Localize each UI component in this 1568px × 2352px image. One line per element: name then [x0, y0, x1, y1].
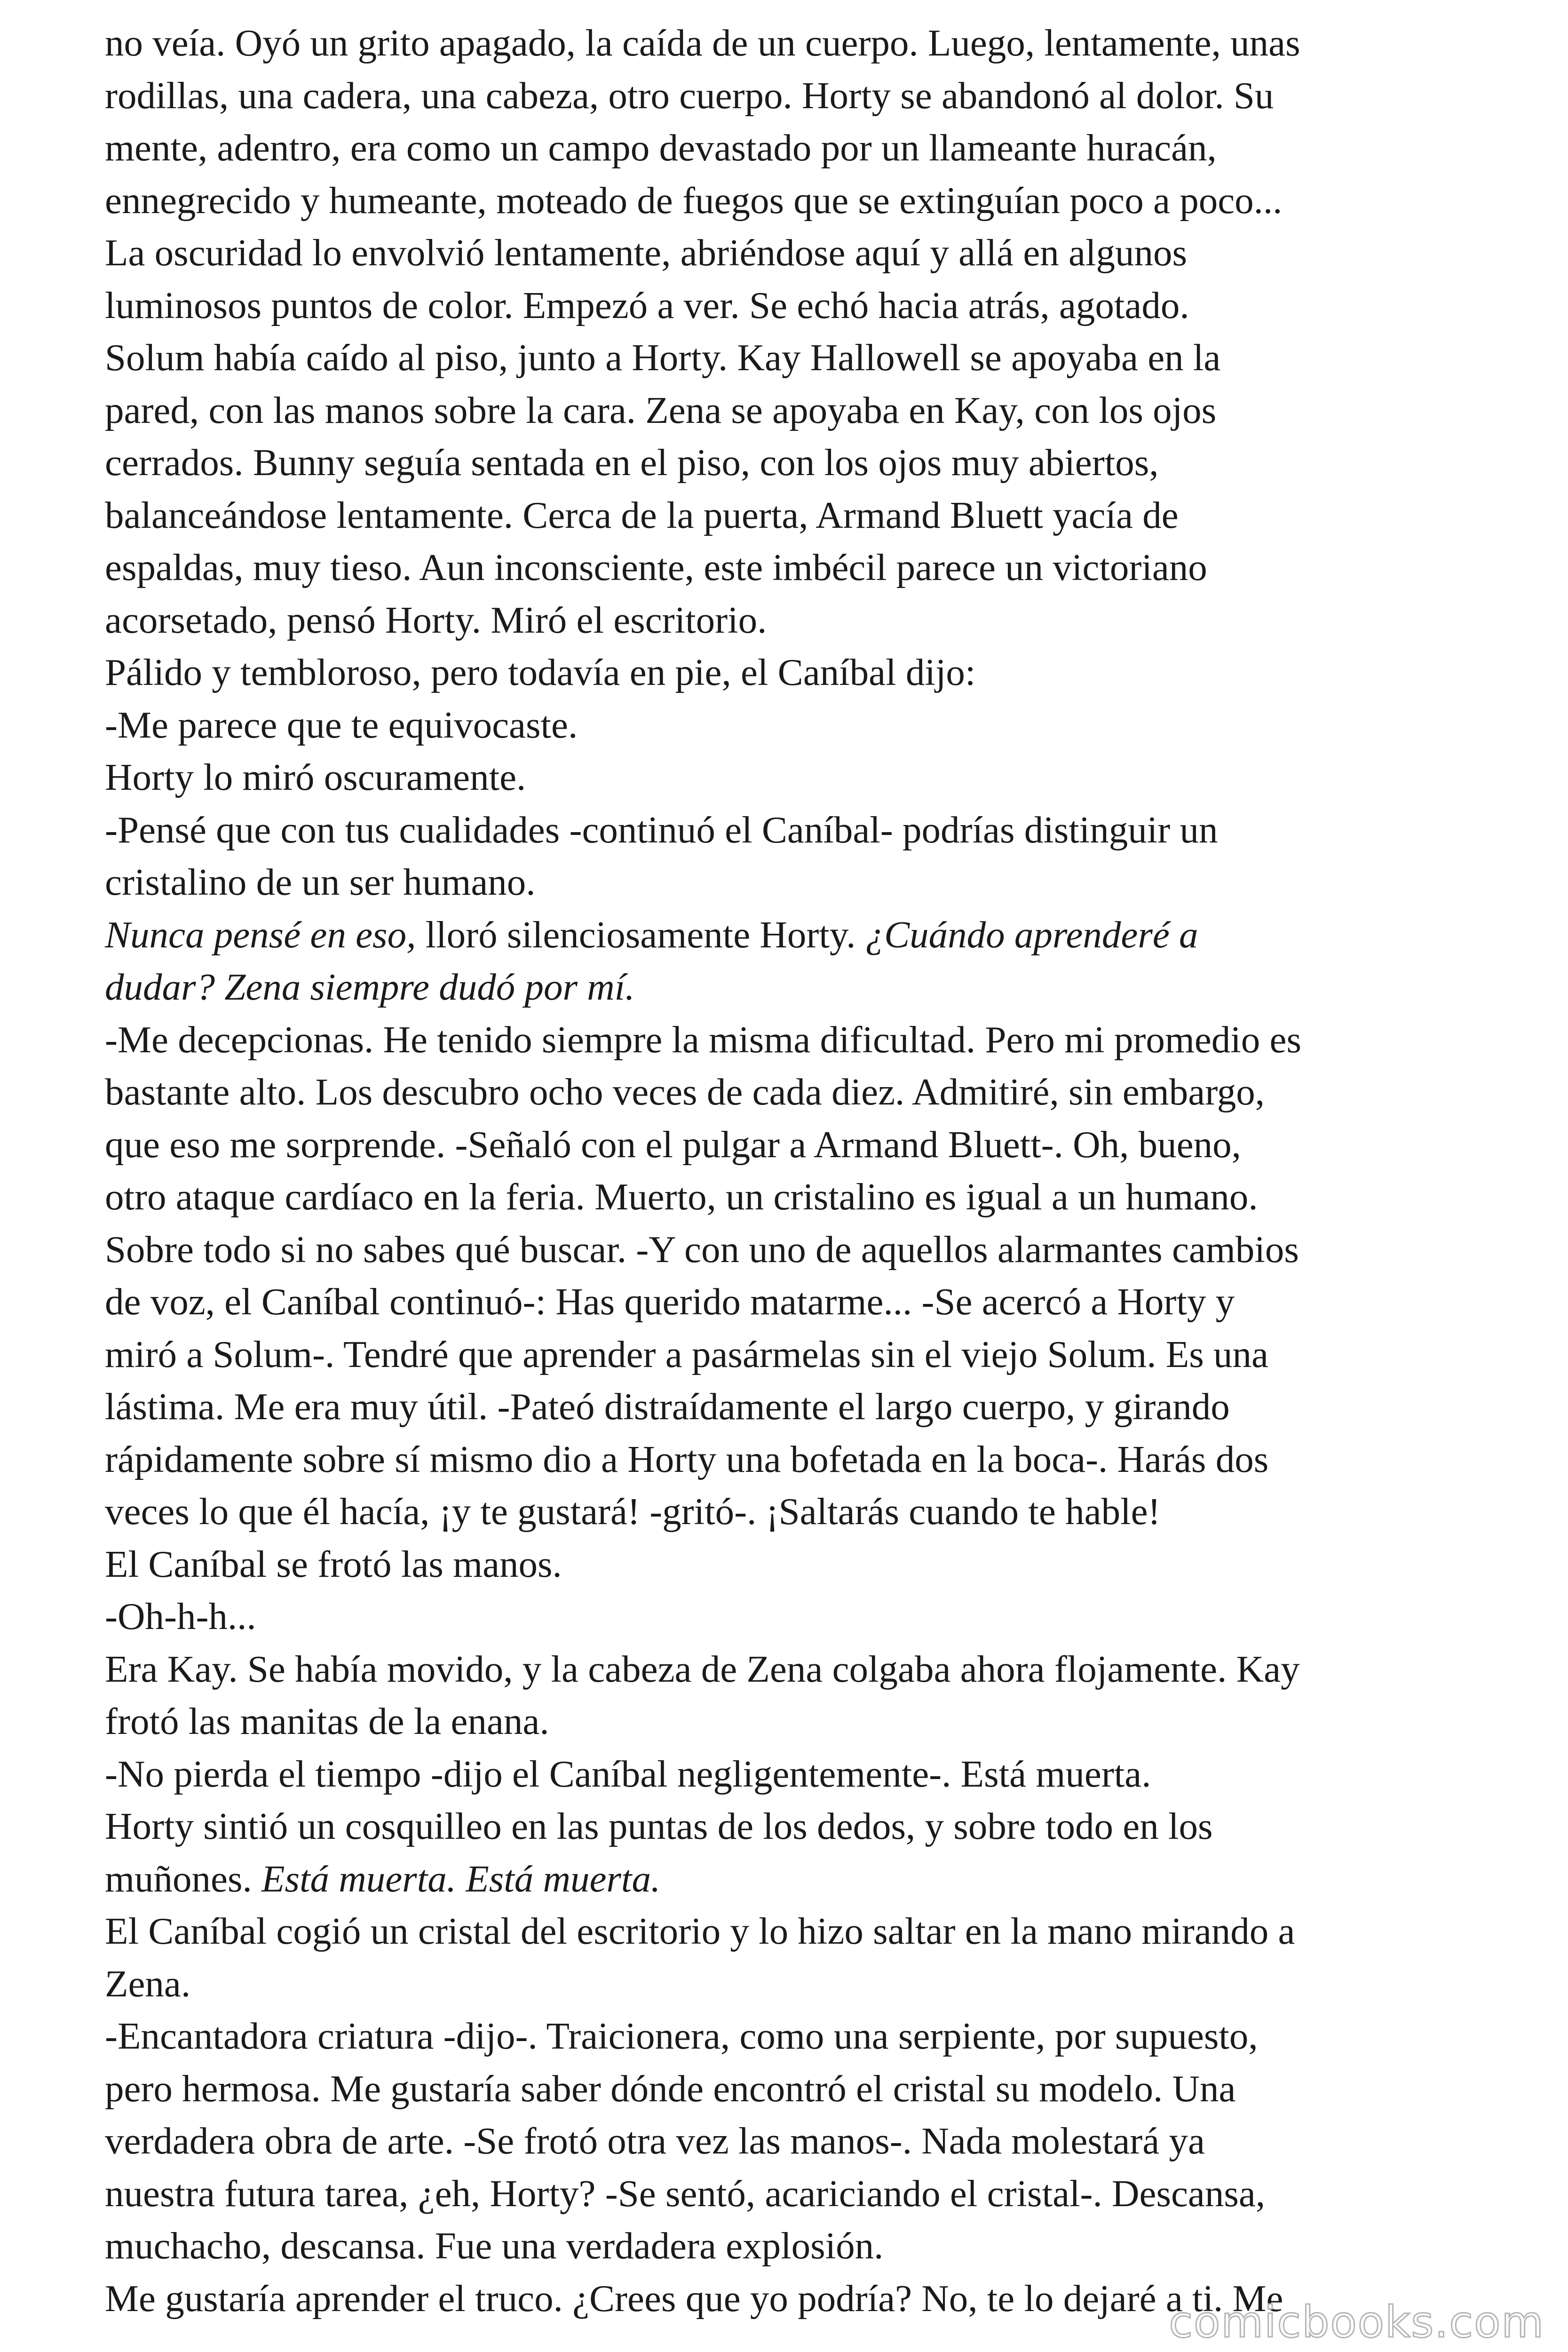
text-line: [105, 437, 1539, 489]
text-segment: Zena.: [105, 1962, 191, 2005]
text-segment: Pálido y tembloroso, pero todavía en pie, el Caníbal dijo:: [105, 651, 976, 693]
text-line: [105, 279, 1539, 332]
text-line: [105, 2115, 1539, 2168]
text-line: [105, 1800, 1539, 1853]
text-segment: frotó las manitas de la enana.: [105, 1700, 549, 1742]
text-segment: Horty lo miró oscuramente.: [105, 756, 526, 798]
text-line: [105, 2010, 1539, 2063]
text-segment: rápidamente sobre sí mismo dio a Horty una bofetada en la boca-. Harás dos: [105, 1438, 1269, 1480]
text-segment: de voz, el Caníbal continuó-: Has querido matarme... -Se acercó a Horty y: [105, 1280, 1235, 1323]
text-segment: ennegrecido y humeante, moteado de fuegos que se extinguían poco a poco...: [105, 179, 1283, 222]
text-line: [105, 2220, 1539, 2273]
text-segment: Horty sintió un cosquilleo en las puntas de los dedos, y sobre todo en los: [105, 1805, 1213, 1847]
text-segment: La oscuridad lo envolvió lentamente, abriéndose aquí y allá en algunos: [105, 231, 1188, 274]
text-line: [105, 1224, 1539, 1276]
text-segment: espaldas, muy tieso. Aun inconsciente, este imbécil parece un victoriano: [105, 546, 1207, 588]
text-segment: luminosos puntos de color. Empezó a ver. Se echó hacia atrás, agotado.: [105, 284, 1189, 326]
text-segment: Era Kay. Se había movido, y la cabeza de Zena colgaba ahora flojamente. Kay: [105, 1647, 1300, 1690]
text-segment: Me gustaría aprender el truco. ¿Crees que yo podría? No, te lo dejaré a ti. Me: [105, 2277, 1283, 2320]
italic-text-segment: dudar? Zena siempre dudó por mí.: [105, 966, 635, 1008]
text-segment: muñones.: [105, 1857, 261, 1900]
text-line: [105, 856, 1539, 909]
text-segment: bastante alto. Los descubro ocho veces de cada diez. Admitiré, sin embargo,: [105, 1071, 1265, 1113]
text-segment: acorsetado, pensó Horty. Miró el escritorio.: [105, 598, 767, 641]
italic-text-segment: Está muerta. Está muerta.: [261, 1857, 661, 1900]
text-segment: rodillas, una cadera, una cabeza, otro cuerpo. Horty se abandonó al dolor. Su: [105, 74, 1274, 117]
text-segment: -Encantadora criatura -dijo-. Traicionera, como una serpiente, por supuesto,: [105, 2015, 1258, 2057]
text-line: [105, 489, 1539, 542]
text-segment: mente, adentro, era como un campo devastado por un llameante huracán,: [105, 127, 1217, 169]
text-line: [105, 122, 1539, 175]
text-line: [105, 751, 1539, 804]
text-line: [105, 1695, 1539, 1748]
text-line: [105, 1066, 1539, 1119]
text-line: [105, 175, 1539, 227]
text-line: [105, 961, 1539, 1014]
text-line: [105, 1538, 1539, 1591]
text-segment: lloró silenciosamente Horty.: [416, 913, 865, 956]
text-segment: pared, con las manos sobre la cara. Zena se apoyaba en Kay, con los ojos: [105, 389, 1217, 431]
text-segment: Solum había caído al piso, junto a Horty. Kay Hallowell se apoyaba en la: [105, 336, 1221, 379]
text-line: [105, 1433, 1539, 1486]
italic-text-segment: ¿Cuándo aprenderé a: [865, 913, 1198, 956]
text-segment: veces lo que él hacía, ¡y te gustará! -gritó-. ¡Saltarás cuando te hable!: [105, 1490, 1161, 1533]
text-line: [105, 2168, 1539, 2220]
text-line: [105, 2063, 1539, 2115]
italic-text-segment: Nunca pensé en eso,: [105, 913, 416, 956]
text-line: [105, 1590, 1539, 1643]
text-line: [105, 1958, 1539, 2010]
text-segment: -Me decepcionas. He tenido siempre la misma dificultad. Pero mi promedio es: [105, 1018, 1302, 1061]
text-line: [105, 1486, 1539, 1538]
text-line: [105, 1171, 1539, 1224]
text-line: [105, 70, 1539, 122]
watermark: comicbooks.com: [1169, 2297, 1544, 2347]
body-text: [105, 17, 1539, 2325]
text-line: [105, 17, 1539, 70]
text-line: [105, 1276, 1539, 1328]
text-line: [105, 332, 1539, 384]
text-segment: -No pierda el tiempo -dijo el Caníbal negligentemente-. Está muerta.: [105, 1752, 1151, 1795]
text-line: [105, 1381, 1539, 1433]
text-segment: lástima. Me era muy útil. -Pateó distraídamente el largo cuerpo, y girando: [105, 1385, 1230, 1428]
text-line: [105, 909, 1539, 961]
text-segment: -Me parece que te equivocaste.: [105, 703, 578, 746]
text-line: [105, 699, 1539, 752]
text-segment: cerrados. Bunny seguía sentada en el piso, con los ojos muy abiertos,: [105, 441, 1159, 484]
text-segment: -Pensé que con tus cualidades -continuó el Caníbal- podrías distinguir un: [105, 808, 1218, 851]
text-segment: nuestra futura tarea, ¿eh, Horty? -Se sentó, acariciando el cristal-. Descansa,: [105, 2172, 1266, 2215]
text-segment: verdadera obra de arte. -Se frotó otra vez las manos-. Nada molestará ya: [105, 2120, 1205, 2162]
text-line: [105, 541, 1539, 594]
text-line: [105, 646, 1539, 699]
text-segment: cristalino de un ser humano.: [105, 861, 536, 903]
text-segment: balanceándose lentamente. Cerca de la puerta, Armand Bluett yacía de: [105, 493, 1179, 536]
text-segment: que eso me sorprende. -Señaló con el pulgar a Armand Bluett-. Oh, bueno,: [105, 1123, 1241, 1166]
text-line: [105, 1119, 1539, 1171]
text-segment: no veía. Oyó un grito apagado, la caída de un cuerpo. Luego, lentamente, unas: [105, 22, 1300, 64]
text-segment: muchacho, descansa. Fue una verdadera explosión.: [105, 2225, 884, 2267]
text-line: [105, 1014, 1539, 1066]
text-segment: Sobre todo si no sabes qué buscar. -Y con uno de aquellos alarmantes cambios: [105, 1228, 1299, 1271]
text-line: [105, 1905, 1539, 1958]
text-segment: miró a Solum-. Tendré que aprender a pasármelas sin el viejo Solum. Es una: [105, 1333, 1268, 1375]
text-line: [105, 384, 1539, 437]
text-line: [105, 1748, 1539, 1801]
text-segment: otro ataque cardíaco en la feria. Muerto, un cristalino es igual a un humano.: [105, 1176, 1258, 1218]
text-line: [105, 1643, 1539, 1696]
text-line: [105, 804, 1539, 857]
text-line: [105, 227, 1539, 279]
text-line: [105, 594, 1539, 647]
text-line: [105, 1328, 1539, 1381]
text-line: [105, 1853, 1539, 1906]
text-segment: El Caníbal cogió un cristal del escritorio y lo hizo saltar en la mano mirando a: [105, 1910, 1295, 1952]
text-segment: El Caníbal se frotó las manos.: [105, 1542, 562, 1585]
text-segment: -Oh-h-h...: [105, 1595, 256, 1637]
text-segment: pero hermosa. Me gustaría saber dónde encontró el cristal su modelo. Una: [105, 2067, 1236, 2110]
